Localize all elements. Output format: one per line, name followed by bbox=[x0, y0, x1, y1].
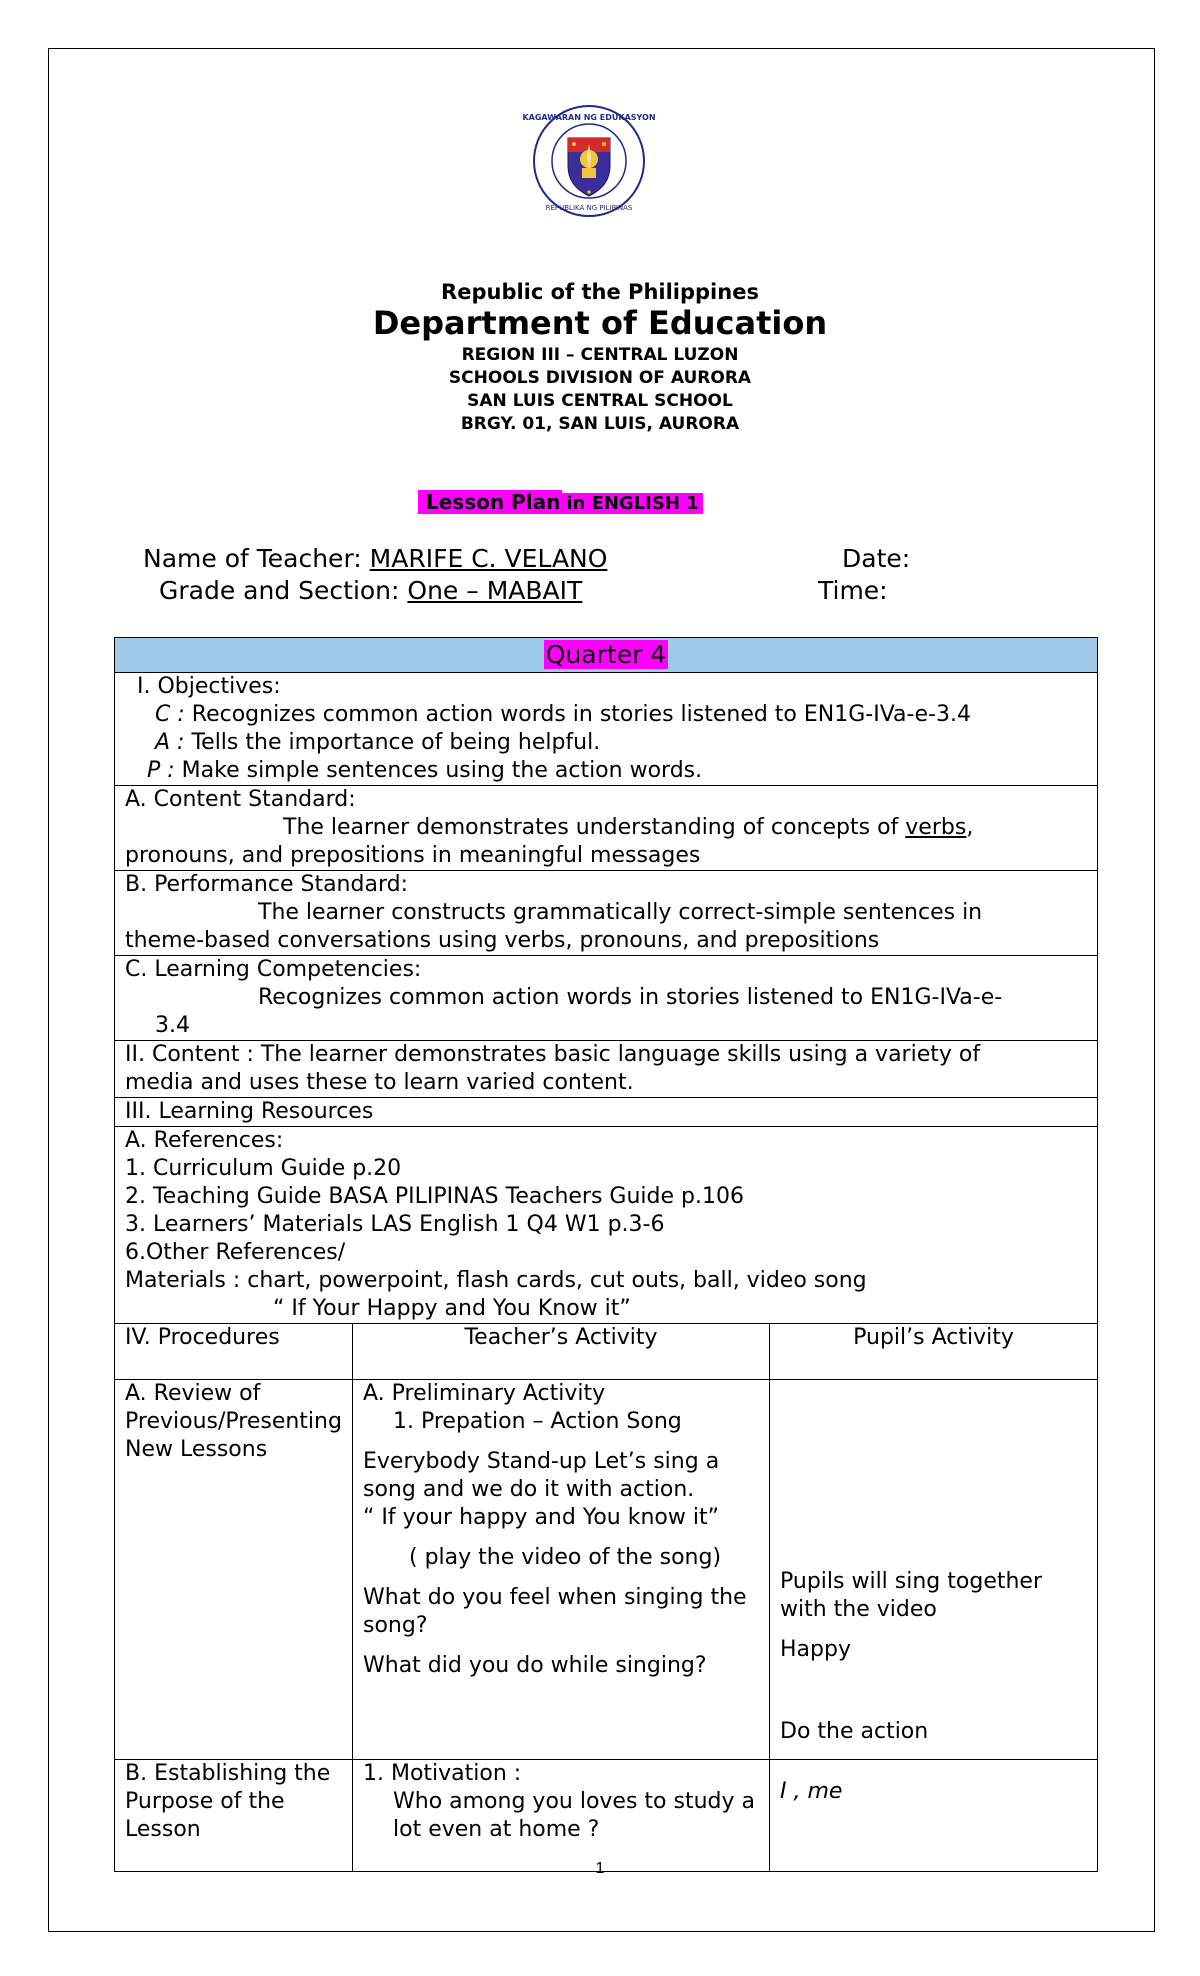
reference-item: Materials : chart, powerpoint, flash cards, cut outs, ball, video song bbox=[125, 1268, 867, 1293]
question-feel: What do you feel when singing the song? bbox=[363, 1585, 747, 1638]
play-video-note: ( play the video of the song) bbox=[409, 1545, 722, 1570]
lesson-plan-title-part2: in ENGLISH 1 bbox=[562, 493, 702, 514]
lesson-plan-title-part1: Lesson Plan bbox=[418, 490, 562, 514]
teacher-label: Name of Teacher: bbox=[143, 544, 370, 573]
purpose-pupil-cell bbox=[770, 1760, 1098, 1872]
objective-a-text: Tells the importance of being helpful. bbox=[184, 730, 601, 755]
purpose-teacher-cell bbox=[353, 1760, 770, 1872]
resources-title-cell bbox=[115, 1098, 1098, 1127]
objectives-title: I. Objectives: bbox=[137, 674, 281, 699]
content-line2: media and uses these to learn varied content. bbox=[125, 1070, 634, 1095]
division-heading: SCHOOLS DIVISION OF AURORA bbox=[448, 368, 752, 388]
reference-item: A. References: bbox=[125, 1128, 284, 1153]
preliminary-activity: A. Preliminary Activity bbox=[363, 1381, 606, 1406]
pupil-answer: I , me bbox=[780, 1779, 843, 1804]
objective-a bbox=[125, 729, 1087, 757]
references-cell bbox=[115, 1127, 1098, 1324]
performance-standard-line2: theme-based conversations using verbs, pronouns, and prepositions bbox=[125, 928, 880, 953]
grade-value: One – MABAIT bbox=[407, 576, 583, 605]
objective-p bbox=[125, 757, 1087, 785]
reference-item: 2. Teaching Guide BASA PILIPINAS Teachers Guide p.106 bbox=[125, 1184, 744, 1209]
content-line1: II. Content : The learner demonstrates basic language skills using a variety of bbox=[125, 1042, 981, 1067]
competencies-line2: 3.4 bbox=[155, 1013, 190, 1038]
objective-c-text: Recognizes common action words in stories listened to EN1G-IVa-e-3.4 bbox=[184, 702, 971, 727]
region-heading: REGION III – CENTRAL LUZON bbox=[461, 345, 739, 365]
performance-standard-line1: The learner constructs grammatically correct-simple sentences in bbox=[258, 900, 983, 925]
performance-standard-cell bbox=[115, 871, 1098, 956]
svg-text:KAGAWARAN NG EDUKASYON: KAGAWARAN NG EDUKASYON bbox=[522, 113, 656, 122]
reference-item: 3. Learners’ Materials LAS English 1 Q4 W1 p.3-6 bbox=[125, 1212, 665, 1237]
grade-label: Grade and Section: bbox=[159, 576, 408, 605]
deped-seal-icon bbox=[522, 104, 656, 218]
date-label: Date: bbox=[842, 544, 911, 573]
competencies-cell bbox=[115, 956, 1098, 1041]
preparation-action-song: 1. Prepation – Action Song bbox=[393, 1409, 682, 1434]
song-title: “ If Your Happy and You Know it” bbox=[273, 1296, 631, 1321]
content-standard-text1: The learner demonstrates understanding of concepts of bbox=[283, 815, 906, 840]
content-standard-verbs: verbs bbox=[905, 815, 967, 840]
teacher-instruction: Everybody Stand-up Let’s sing a song and we do it with action. bbox=[363, 1449, 720, 1502]
reference-item: 1. Curriculum Guide p.20 bbox=[125, 1156, 402, 1181]
review-pupil-cell bbox=[770, 1380, 1098, 1760]
question-do: What did you do while singing? bbox=[363, 1653, 707, 1678]
quarter-label: Quarter 4 bbox=[545, 640, 667, 669]
quarter-header bbox=[115, 638, 1098, 673]
purpose-label: B. Establishing the Purpose of the Lesson bbox=[115, 1760, 353, 1872]
grade-line bbox=[159, 575, 582, 607]
content-standard-title: A. Content Standard: bbox=[125, 787, 356, 812]
content-standard-comma: , bbox=[966, 815, 974, 840]
pupil-activity-header: Pupil’s Activity bbox=[770, 1324, 1098, 1380]
svg-text:REPUBLIKA NG PILIPINAS: REPUBLIKA NG PILIPINAS bbox=[545, 204, 633, 212]
objectives-cell bbox=[115, 673, 1098, 786]
lesson-plan-title bbox=[418, 489, 703, 517]
performance-standard-title: B. Performance Standard: bbox=[125, 872, 408, 897]
content-standard-cell bbox=[115, 786, 1098, 871]
procedures-header: IV. Procedures bbox=[115, 1324, 353, 1380]
department-heading: Department of Education bbox=[372, 304, 828, 342]
page-number: 1 bbox=[595, 1860, 605, 1877]
teacher-song-title: “ If your happy and You know it” bbox=[363, 1505, 720, 1530]
pupil-happy-response: Happy bbox=[780, 1637, 851, 1662]
objective-a-key: A : bbox=[155, 730, 185, 755]
republic-heading: Republic of the Philippines bbox=[441, 280, 759, 304]
teacher-name: MARIFE C. VELANO bbox=[369, 544, 608, 573]
review-teacher-cell bbox=[353, 1380, 770, 1760]
address-heading: BRGY. 01, SAN LUIS, AURORA bbox=[460, 414, 740, 434]
review-label: A. Review of Previous/Presenting New Lessons bbox=[115, 1380, 353, 1760]
competencies-line1: Recognizes common action words in stories listened to EN1G-IVa-e- bbox=[258, 985, 1003, 1010]
content-standard-line2: pronouns, and prepositions in meaningful messages bbox=[125, 843, 701, 868]
teacher-activity-header: Teacher’s Activity bbox=[353, 1324, 770, 1380]
content-standard-line1 bbox=[125, 814, 1087, 842]
objective-c-key: C : bbox=[155, 702, 185, 727]
pupil-sing-response: Pupils will sing together with the video bbox=[780, 1569, 1043, 1622]
objective-p-key: P : bbox=[147, 758, 175, 783]
lesson-plan-table bbox=[114, 637, 1098, 1872]
reference-item: 6.Other References/ bbox=[125, 1240, 346, 1265]
school-heading: SAN LUIS CENTRAL SCHOOL bbox=[467, 391, 733, 411]
objective-p-text: Make simple sentences using the action words. bbox=[174, 758, 703, 783]
motivation-question: Who among you loves to study a lot even at home ? bbox=[393, 1789, 755, 1842]
pupil-action-response: Do the action bbox=[780, 1719, 929, 1744]
resources-title: III. Learning Resources bbox=[125, 1099, 374, 1124]
objective-c bbox=[125, 701, 1087, 729]
content-cell bbox=[115, 1041, 1098, 1098]
teacher-line bbox=[143, 543, 607, 575]
competencies-title: C. Learning Competencies: bbox=[125, 957, 422, 982]
motivation-label: 1. Motivation : bbox=[363, 1761, 522, 1786]
time-label: Time: bbox=[818, 576, 888, 605]
